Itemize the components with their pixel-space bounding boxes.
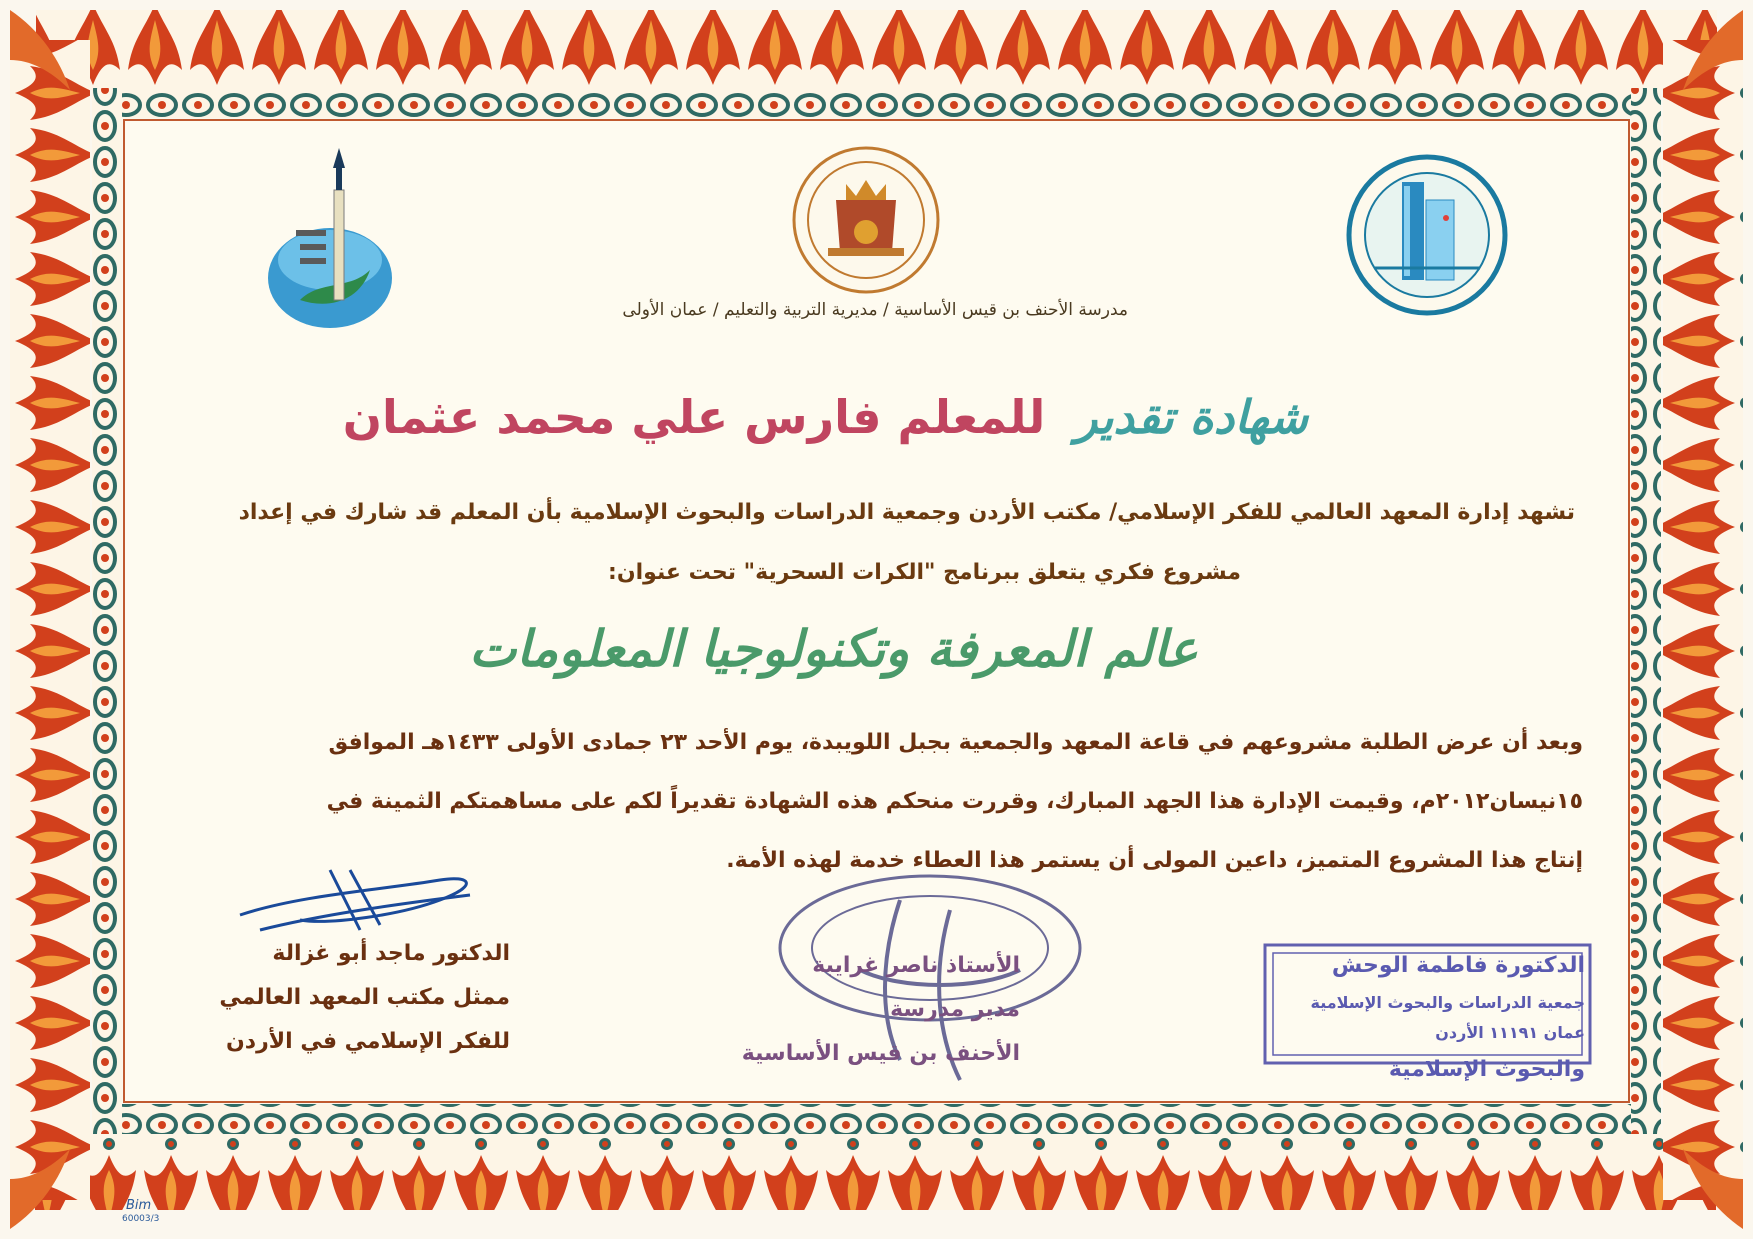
paragraph-line-2: ١٥نيسان٢٠١٢م، وقيمت الإدارة هذا الجهد المبارك، وقررت منحكم هذه الشهادة تقديراً لكم على مساهمتكم الثمينة في xyxy=(326,789,1583,814)
signatory-org: للفكر الإسلامي في الأردن xyxy=(226,1029,510,1054)
signatory-org: الأحنف بن قيس الأساسية xyxy=(741,1041,1020,1066)
signature-block-right xyxy=(1265,944,1585,1092)
title-word: شهادة تقدير xyxy=(1075,390,1308,444)
recipient-name: للمعلم فارس علي محمد عثمان xyxy=(342,390,1046,444)
signature-block-middle xyxy=(700,944,1020,1076)
printer-brand: Bim xyxy=(126,1198,152,1213)
body-line-1: تشهد إدارة المعهد العالمي للفكر الإسلامي/ مكتب الأردن وجمعية الدراسات والبحوث الإسلامية بأن المعلم قد شارك في إعداد xyxy=(238,500,1575,525)
project-title: عالم المعرفة وتكنولوجيا المعلومات xyxy=(469,620,1198,678)
royal-crest-icon xyxy=(794,148,938,292)
signatory-org: جمعية الدراسات والبحوث الإسلامية xyxy=(1310,993,1585,1012)
signatory-name: الدكتورة فاطمة الوحش xyxy=(1331,953,1585,978)
stamp-address: عمان ١١١٩١ الأردن xyxy=(1435,1023,1585,1042)
signature-block-left xyxy=(200,932,510,1064)
stamp-footer: والبحوث الإسلامية xyxy=(1388,1057,1585,1082)
society-logo-icon xyxy=(1349,157,1505,313)
printer-code: 60003/3 xyxy=(122,1214,160,1224)
paragraph-line-1: وبعد أن عرض الطلبة مشروعهم في قاعة المعهد والجمعية بجبل اللويبدة، يوم الأحد ٢٣ جمادى الأولى ١٤٣٣هـ الموافق xyxy=(328,730,1583,755)
signatory-title: ممثل مكتب المعهد العالمي xyxy=(219,985,510,1010)
signatory-name: الأستاذ ناصر غرايبة xyxy=(812,953,1020,978)
signatory-name: الدكتور ماجد أبو غزالة xyxy=(272,941,510,966)
school-line: مدرسة الأحنف بن قيس الأساسية / مديرية التربية والتعليم / عمان الأولى xyxy=(622,300,1128,320)
body-line-2: مشروع فكري يتعلق ببرنامج "الكرات السحرية" تحت عنوان: xyxy=(608,560,1241,585)
paragraph-line-3: إنتاج هذا المشروع المتميز، داعين المولى أن يستمر هذا العطاء خدمة لهذه الأمة. xyxy=(726,848,1583,873)
signatory-title: مدير مدرسة xyxy=(890,997,1020,1022)
certificate-title xyxy=(343,390,1308,444)
